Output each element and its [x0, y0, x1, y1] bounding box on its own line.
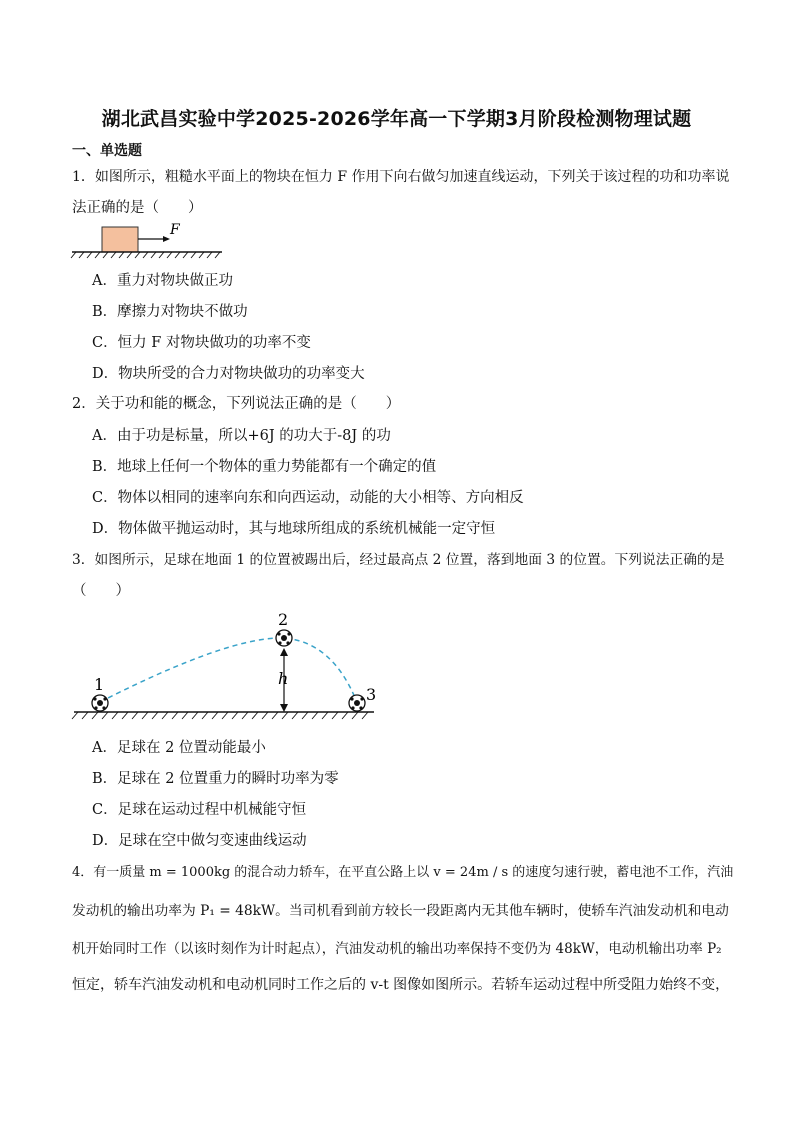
q3-label-1: 1 — [94, 675, 105, 694]
q3-option-a: A．足球在 2 位置动能最小 — [92, 740, 266, 756]
q3-ball-3 — [349, 695, 365, 711]
q1-block — [102, 227, 138, 252]
q2-option-a: A．由于功是标量，所以+6J 的功大于-8J 的功 — [92, 428, 391, 444]
q3-label-2: 2 — [278, 610, 289, 629]
q2-option-c: C．物体以相同的速率向东和向西运动，动能的大小相等、方向相反 — [92, 490, 524, 506]
q3-ball-1 — [92, 695, 108, 711]
q3-option-d: D．足球在空中做匀变速曲线运动 — [92, 833, 307, 849]
q3-stem-line1: 3．如图所示，足球在地面 1 的位置被踢出后，经过最高点 2 位置，落到地面 3 的位置。下列说法正确的是 — [72, 552, 725, 568]
q3-height-arrow-bottom — [280, 704, 288, 712]
q3-height-arrow-top — [280, 648, 288, 656]
q1-stem-line2: 法正确的是（ ） — [72, 200, 203, 216]
q1-option-c: C．恒力 F 对物块做功的功率不变 — [92, 335, 311, 351]
page-title: 湖北武昌实验中学2025-2026学年高一下学期3月阶段检测物理试题 — [101, 108, 692, 130]
q3-option-c: C．足球在运动过程中机械能守恒 — [92, 802, 307, 818]
q2-stem: 2．关于功和能的概念，下列说法正确的是（ ） — [72, 396, 401, 412]
q3-ball-2 — [276, 630, 292, 646]
q3-option-b: B．足球在 2 位置重力的瞬时功率为零 — [92, 771, 339, 787]
q1-option-b: B．摩擦力对物块不做功 — [92, 304, 248, 320]
q4-stem-line4: 恒定，轿车汽油发动机和电动机同时工作之后的 v-t 图像如图所示。若轿车运动过程中所受阻力始终不变， — [72, 977, 730, 993]
q1-stem-line1: 1．如图所示，粗糙水平面上的物块在恒力 F 作用下向右做匀加速直线运动，下列关于该过程的功和功率说 — [72, 169, 730, 185]
q4-stem-line1: 4．有一质量 m = 1000kg 的混合动力轿车，在平直公路上以 v = 24m / s 的速度匀速行驶，蓄电池不工作，汽油 — [72, 865, 734, 880]
q2-option-d: D．物体做平抛运动时，其与地球所组成的系统机械能一定守恒 — [92, 521, 496, 537]
q4-stem-line2: 发动机的输出功率为 P₁ = 48kW。当司机看到前方较长一段距离内无其他车辆时，使轿车汽油发动机和电动 — [72, 903, 729, 919]
q1-option-d: D．物块所受的合力对物块做功的功率变大 — [92, 366, 365, 382]
section-heading: 一、单选题 — [72, 143, 142, 159]
q1-figure — [70, 222, 230, 262]
q3-label-3: 3 — [366, 685, 377, 704]
q1-ground-hatch — [71, 252, 220, 258]
q2-option-b: B．地球上任何一个物体的重力势能都有一个确定的值 — [92, 459, 437, 475]
q3-figure — [70, 608, 380, 728]
q1-arrow-head — [163, 236, 170, 242]
q1-force-label: F — [170, 222, 180, 238]
q1-option-a: A．重力对物块做正功 — [92, 273, 233, 289]
q3-trajectory — [100, 638, 356, 702]
q3-label-h: h — [278, 669, 289, 688]
q3-stem-line2: （ ） — [72, 583, 130, 599]
q4-stem-line3: 机开始同时工作（以该时刻作为计时起点），汽油发动机的输出功率保持不变仍为 48kW，电动机输出功率 P₂ — [72, 941, 722, 957]
q3-ground-hatch — [72, 712, 368, 719]
